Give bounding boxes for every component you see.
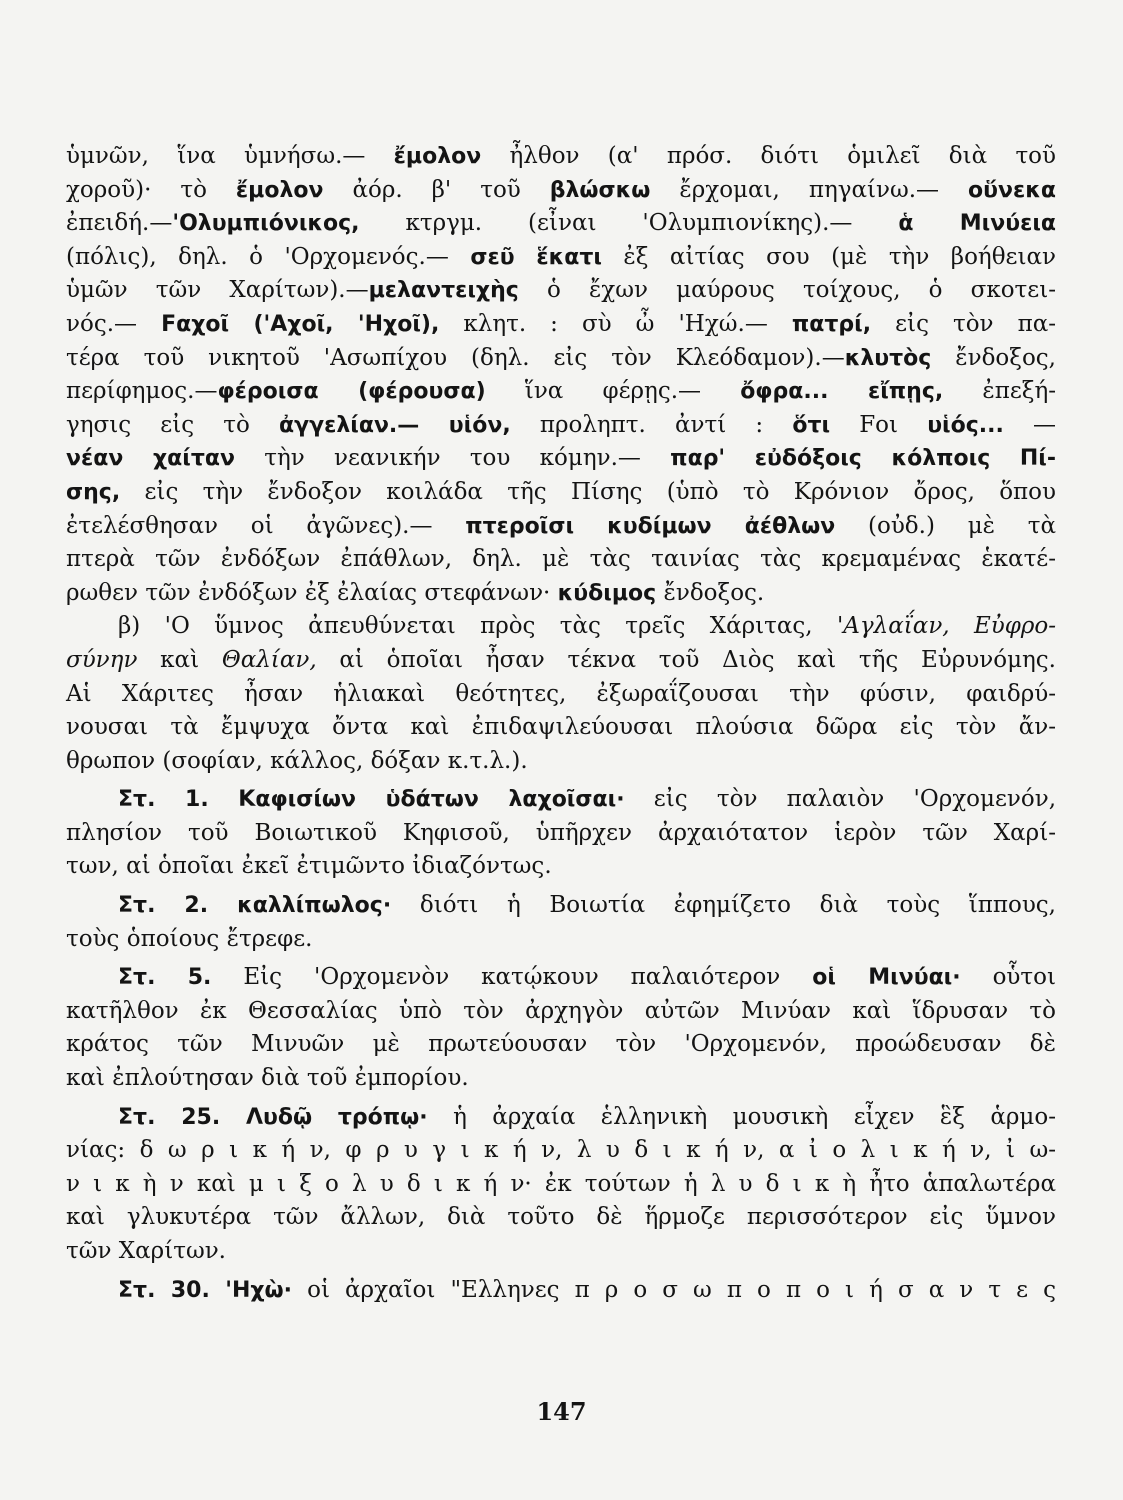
- text-run: ἐπεξή-: [943, 378, 1057, 405]
- text-run: ἐτελέσθησαν οἱ ἀγῶνες).—: [66, 512, 466, 539]
- text-run: ἵνα φέρῃς.—: [485, 378, 741, 405]
- text-line: [66, 308, 1056, 342]
- text-run: καὶ ἐπλούτησαν διὰ τοῦ ἐμπορίου.: [66, 1065, 469, 1092]
- text-line: [66, 961, 1056, 995]
- bold-term: 'Ολυμπιόνικος,: [172, 211, 360, 237]
- text-run: οὗτοι: [960, 964, 1057, 991]
- text-run: ἀόρ. β' τοῦ: [323, 176, 550, 203]
- text-run: ν ι κ ὴ ν καὶ μ ι ξ ο λ υ δ ι κ ή ν· ἐκ τούτων ἡ λ υ δ ι κ ὴ ἦτο ἁπαλωτέρα: [66, 1170, 1056, 1197]
- text-run: καὶ: [137, 646, 222, 673]
- text-line: [66, 817, 1056, 851]
- text-run: θρωπον (σοφίαν, κάλλος, δόξαν κ.τ.λ.).: [66, 747, 528, 774]
- bold-term: Στ. 30. 'Ηχὼ·: [118, 1277, 293, 1303]
- text-run: ὑμῶν τῶν Χαρίτων).—: [66, 277, 369, 304]
- bold-term: ἀγγελίαν.— υἱόν,: [279, 412, 511, 438]
- bold-term: Στ. 1. Καφισίων ὑδάτων λαχοῖσαι·: [118, 787, 625, 813]
- bold-term: σεῦ ἕκατι: [470, 244, 602, 270]
- text-line: [66, 1235, 1056, 1269]
- text-run: πτερὰ τῶν ἐνδόξων ἐπάθλων, δηλ. μὲ τὰς ταινίας τὰς κρεμαμένας ἑκατέ-: [66, 546, 1056, 573]
- text-line: [66, 510, 1056, 544]
- text-line: [66, 678, 1056, 712]
- bold-term: πτεροῖσι κυδίμων ἀέθλων: [465, 513, 836, 539]
- text-line: [66, 1168, 1056, 1202]
- text-line: [66, 1028, 1056, 1062]
- text-run: χοροῦ)· τὸ: [66, 176, 236, 203]
- text-run: τῶν Χαρίτων.: [66, 1238, 226, 1264]
- text-run: εἰς τὸν παλαιὸν 'Ορχομενόν,: [624, 786, 1056, 813]
- text-run: γησις εἰς τὸ: [66, 411, 279, 438]
- text-run: —: [1003, 411, 1057, 438]
- text-run: ἔνδοξος,: [931, 344, 1056, 371]
- bold-term: ἔμολον: [393, 144, 482, 169]
- text-line: [66, 241, 1056, 275]
- italic-term: 'Αγλαΐαν, Εὐφρο-: [836, 613, 1056, 640]
- commentary-text: [66, 140, 1056, 1307]
- text-run: προληπτ. ἀντί :: [510, 411, 793, 438]
- text-run: νουσαι τὰ ἔμψυχα ὄντα καὶ ἐπιδαψιλεύουσαι πλούσια δῶρα εἰς τὸν ἄν-: [66, 714, 1056, 741]
- text-line: [66, 610, 1056, 644]
- italic-term: σύνην: [66, 646, 138, 673]
- bold-term: μελαντειχὴς: [368, 278, 519, 304]
- text-run: ὑμνῶν, ἵνα ὑμνήσω.—: [66, 143, 394, 169]
- text-run: των, αἱ ὁποῖαι ἐκεῖ ἐτιμῶντο ἰδιαζόντως.: [66, 853, 552, 880]
- text-line: [66, 1134, 1056, 1168]
- text-line: [66, 995, 1056, 1029]
- text-run: πλησίον τοῦ Βοιωτικοῦ Κηφισοῦ, ὑπῆρχεν ἀρχαιότατον ἱερὸν τῶν Χαρί-: [66, 819, 1056, 846]
- text-line: [66, 543, 1056, 577]
- text-line: [66, 375, 1056, 409]
- text-run: ἡ ἀρχαία ἑλληνικὴ μουσικὴ εἶχεν ἓξ ἁρμο-: [427, 1103, 1056, 1130]
- text-line: [66, 442, 1056, 476]
- text-run: Fοι: [830, 411, 928, 438]
- bold-term: ἔμολον: [235, 177, 324, 203]
- bold-term: πατρί,: [791, 311, 872, 337]
- page-number: 147: [536, 1397, 587, 1426]
- text-line: [66, 644, 1056, 678]
- bold-term: σης,: [66, 479, 121, 505]
- text-run: ὁ ἔχων μαύρους τοίχους, ὁ σκοτει-: [518, 277, 1056, 304]
- text-run: αἱ ὁποῖαι ἦσαν τέκνα τοῦ Διὸς καὶ τῆς Εὐρυνόμης.: [316, 646, 1056, 673]
- text-line: [66, 274, 1056, 308]
- bold-term: ὅτι: [792, 412, 831, 438]
- text-run: ἔνδοξος.: [656, 579, 765, 606]
- text-line: [66, 174, 1056, 208]
- text-line: [66, 409, 1056, 443]
- text-line: [66, 850, 1056, 884]
- text-run: β) 'Ο ὕμνος ἀπευθύνεται πρὸς τὰς τρεῖς Χάριτας,: [118, 613, 837, 640]
- italic-term: Θαλίαν,: [221, 646, 317, 673]
- bold-term: κύδιμος: [557, 580, 657, 606]
- bold-term: ὄφρα... εἴπῃς,: [740, 379, 944, 405]
- bold-term: οὕνεκα: [968, 177, 1056, 203]
- bold-term: Στ. 25. Λυδῷ τρόπῳ·: [118, 1104, 428, 1130]
- text-run: εἰς τὴν ἔνδοξον κοιλάδα τῆς Πίσης (ὑπὸ τὸ Κρόνιον ὄρος, ὅπου: [120, 478, 1056, 505]
- text-line: [66, 745, 1056, 779]
- text-line: [66, 342, 1056, 376]
- text-run: νίας: δ ω ρ ι κ ή ν, φ ρ υ γ ι κ ή ν, λ υ δ ι κ ή ν, α ἰ ο λ ι κ ή ν, ἰ ω-: [66, 1137, 1056, 1164]
- bold-term: ἁ Μινύεια: [898, 211, 1057, 237]
- text-line: [66, 711, 1056, 745]
- text-run: οἱ ἀρχαῖοι "Ελληνες π ρ ο σ ω π ο π ο ι ή σ α ν τ ε ς: [292, 1276, 1056, 1303]
- text-line: [66, 889, 1056, 923]
- bold-term: κλυτὸς: [844, 345, 932, 371]
- bold-term: παρ' εὐδόξοις κόλποις Πί-: [670, 446, 1056, 472]
- text-line: [66, 1201, 1056, 1235]
- text-run: κλητ. : σὺ ὦ 'Ηχώ.—: [439, 310, 792, 337]
- bold-term: υἱός...: [927, 412, 1004, 438]
- text-line: [66, 1101, 1056, 1135]
- text-run: διότι ἡ Βοιωτία ἐφημίζετο διὰ τοὺς ἵππους,: [391, 892, 1056, 919]
- text-run: Αἱ Χάριτες ἦσαν ἡλιακαὶ θεότητες, ἐξωραΐζουσαι τὴν φύσιν, φαιδρύ-: [66, 680, 1056, 707]
- text-run: τοὺς ὁποίους ἔτρεφε.: [66, 925, 313, 952]
- bold-term: φέροισα (φέρουσα): [217, 379, 486, 405]
- text-run: κατῆλθον ἐκ Θεσσαλίας ὑπὸ τὸν ἀρχηγὸν αὐτῶν Μινύαν καὶ ἵδρυσαν τὸ: [66, 997, 1056, 1024]
- bold-term: Fαχοῖ ('Αχοῖ, 'Ηχοῖ),: [161, 311, 440, 337]
- text-line: [66, 207, 1056, 241]
- text-line: [66, 1274, 1056, 1308]
- text-run: περίφημος.—: [66, 378, 218, 405]
- text-run: κράτος τῶν Μινυῶν μὲ πρωτεύουσαν τὸν 'Ορχομενόν, προώδευσαν δὲ: [66, 1031, 1056, 1058]
- text-run: τέρα τοῦ νικητοῦ 'Ασωπίχου (δηλ. εἰς τὸν Κλεόδαμον).—: [66, 344, 845, 371]
- text-run: (πόλις), δηλ. ὁ 'Ορχομενός.—: [66, 243, 471, 270]
- bold-term: νέαν χαίταν: [66, 446, 235, 472]
- text-run: ἔρχομαι, πηγαίνω.—: [650, 176, 969, 203]
- text-line: [66, 783, 1056, 817]
- text-run: εἰς τὸν πα-: [871, 310, 1056, 337]
- text-line: [66, 476, 1056, 510]
- text-run: τὴν νεανικήν του κόμην.—: [234, 445, 671, 472]
- bold-term: Στ. 2. καλλίπωλος·: [118, 893, 392, 919]
- text-run: κτργμ. (εἶναι 'Ολυμπιονίκης).—: [359, 210, 899, 237]
- text-run: ἦλθον (α' πρόσ. διότι ὁμιλεῖ διὰ τοῦ: [481, 143, 1056, 169]
- text-line: [66, 140, 1056, 174]
- bold-term: Στ. 5.: [118, 965, 212, 991]
- text-line: [66, 923, 1056, 957]
- text-run: ἐξ αἰτίας σου (μὲ τὴν βοήθειαν: [601, 243, 1056, 270]
- text-line: [66, 577, 1056, 611]
- text-run: ἐπειδή.—: [66, 210, 173, 237]
- text-run: Εἰς 'Ορχομενὸν κατῴκουν παλαιότερον: [211, 964, 813, 991]
- text-line: [66, 1062, 1056, 1096]
- text-run: (οὐδ.) μὲ τὰ: [835, 512, 1056, 539]
- bold-term: οἱ Μινύαι·: [812, 965, 961, 991]
- text-run: ρωθεν τῶν ἐνδόξων ἐξ ἐλαίας στεφάνων·: [66, 579, 558, 606]
- bold-term: βλώσκω: [549, 177, 651, 203]
- text-run: καὶ γλυκυτέρα τῶν ἄλλων, διὰ τοῦτο δὲ ἥρμοζε περισσότερον εἰς ὕμνον: [66, 1204, 1056, 1231]
- text-run: νός.—: [66, 310, 162, 337]
